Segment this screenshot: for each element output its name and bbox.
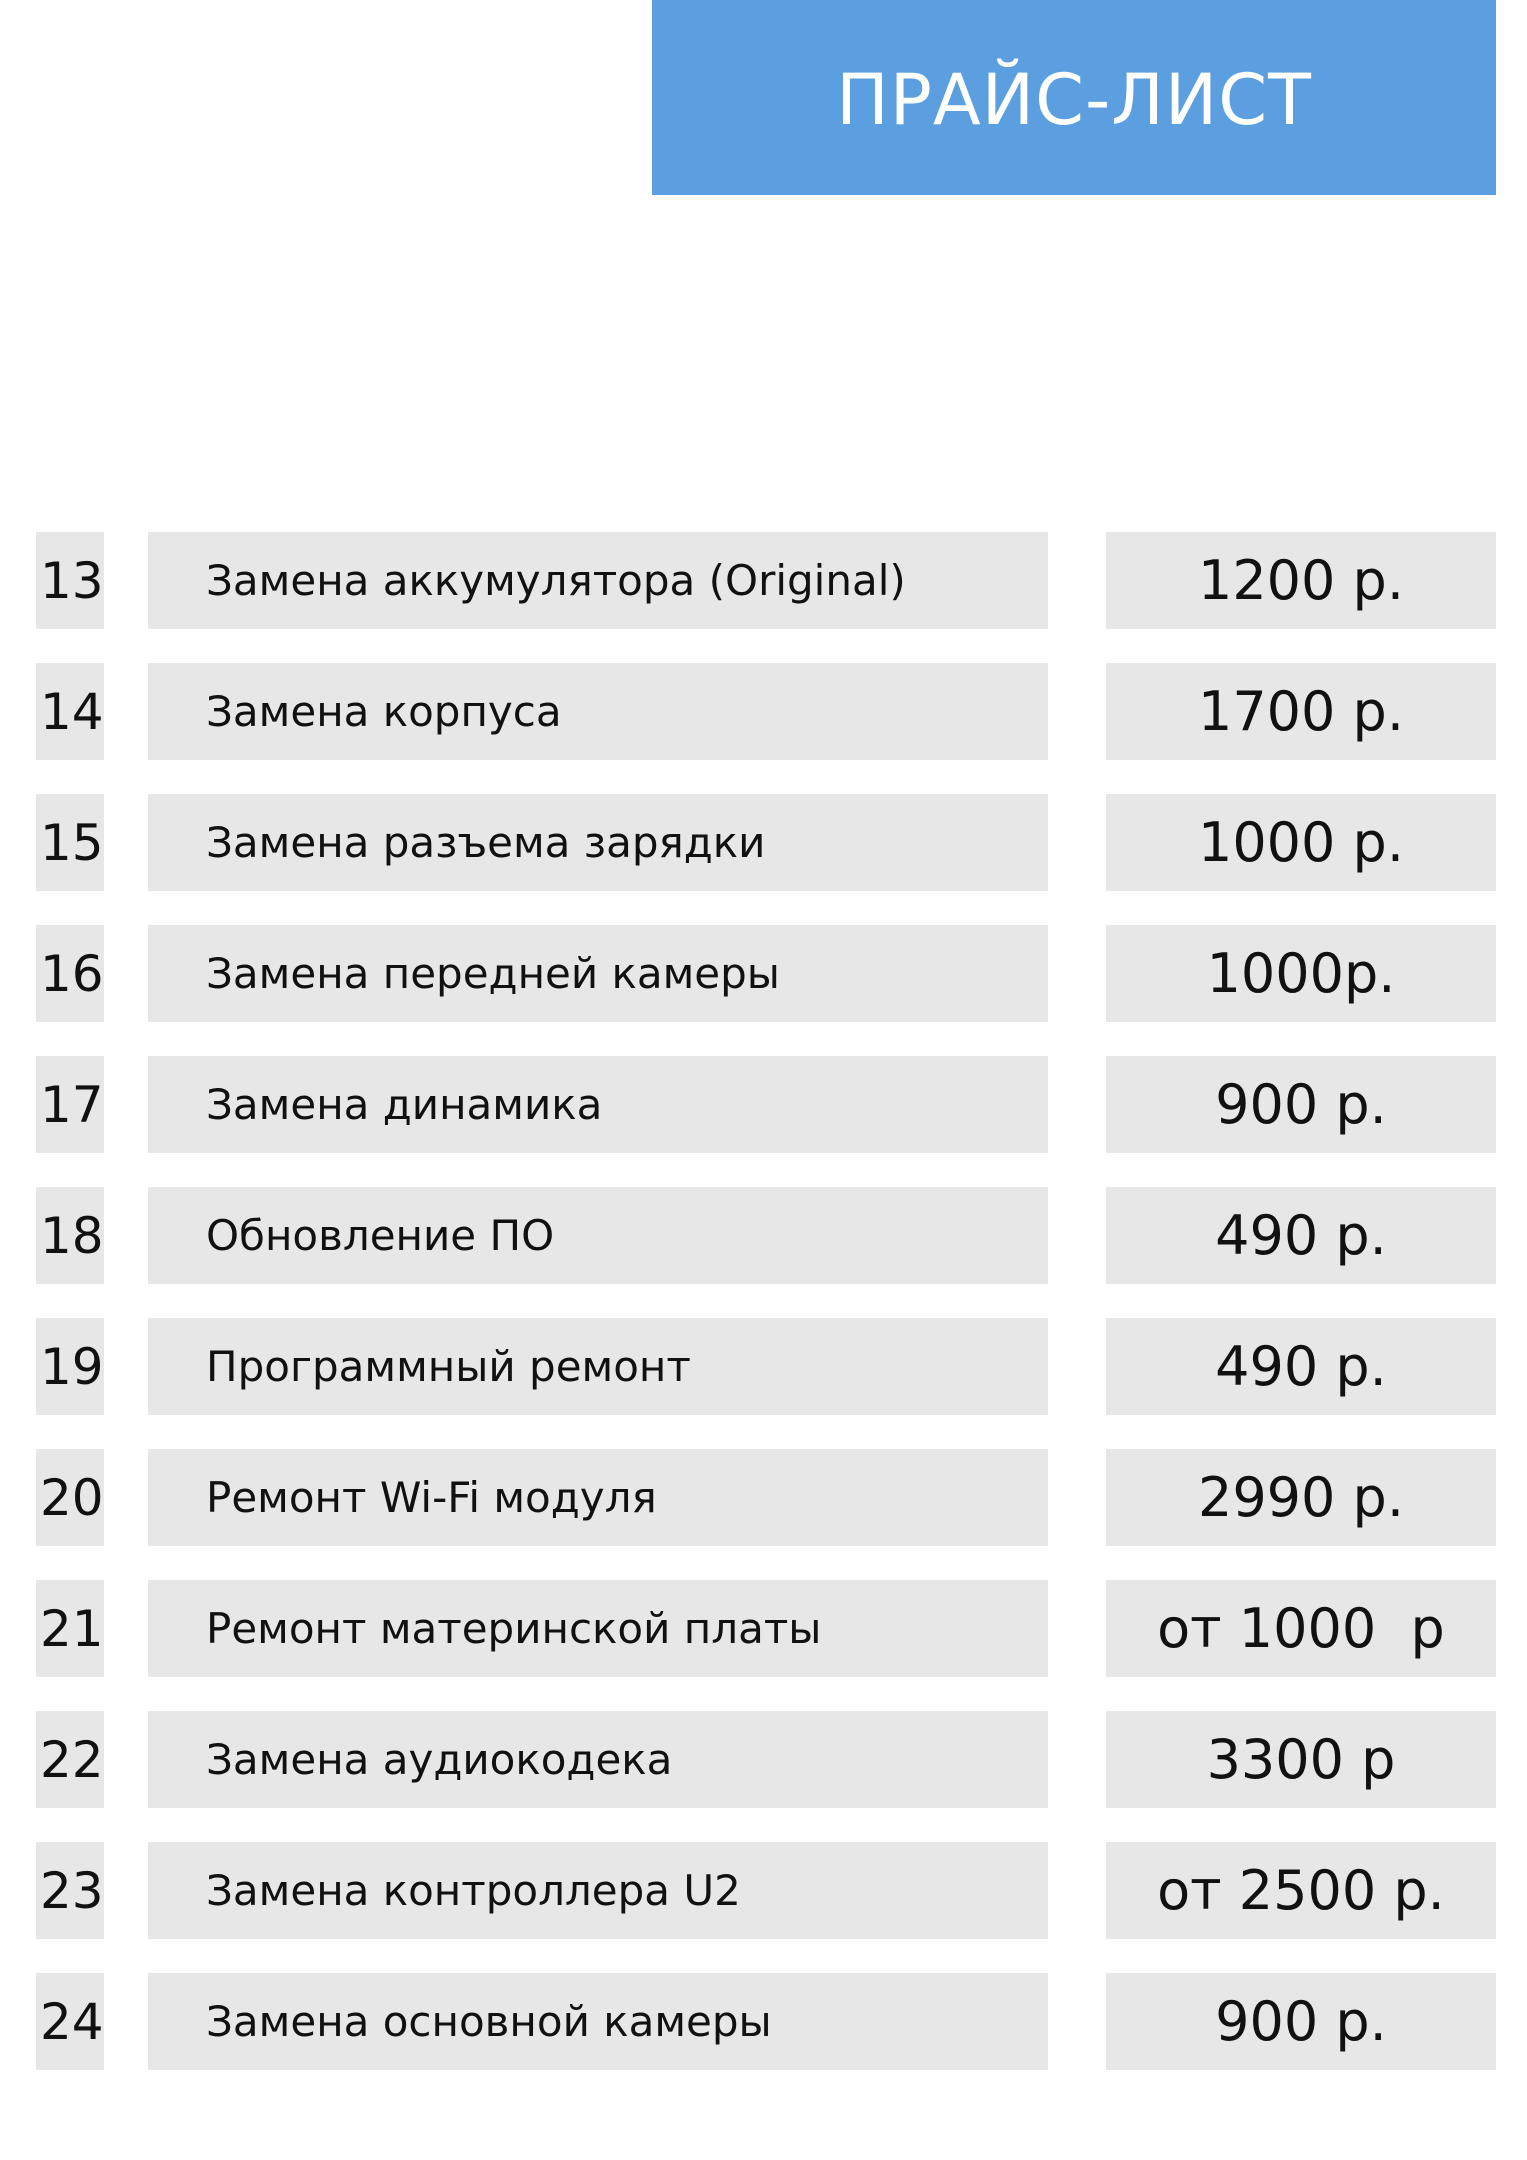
service-name: Замена аккумулятора (Original)	[148, 532, 1048, 629]
row-number: 23	[36, 1842, 104, 1939]
price-row	[0, 1842, 1527, 1939]
price-row	[0, 794, 1527, 891]
price-list	[0, 532, 1527, 2104]
service-name: Замена аудиокодека	[148, 1711, 1048, 1808]
price-row	[0, 1449, 1527, 1546]
price-row	[0, 1580, 1527, 1677]
service-price: 2990 р.	[1106, 1449, 1496, 1546]
price-row	[0, 1973, 1527, 2070]
row-number: 14	[36, 663, 104, 760]
service-name: Замена контроллера U2	[148, 1842, 1048, 1939]
price-row	[0, 1056, 1527, 1153]
price-row	[0, 532, 1527, 629]
service-price: 490 р.	[1106, 1318, 1496, 1415]
service-name: Замена разъема зарядки	[148, 794, 1048, 891]
row-number: 20	[36, 1449, 104, 1546]
service-price: 900 р.	[1106, 1973, 1496, 2070]
service-name: Обновление ПО	[148, 1187, 1048, 1284]
service-price: 1000 р.	[1106, 794, 1496, 891]
service-name: Ремонт материнской платы	[148, 1580, 1048, 1677]
service-price: 900 р.	[1106, 1056, 1496, 1153]
service-price: 1700 р.	[1106, 663, 1496, 760]
row-number: 13	[36, 532, 104, 629]
price-row	[0, 663, 1527, 760]
service-name: Программный ремонт	[148, 1318, 1048, 1415]
service-name: Замена динамика	[148, 1056, 1048, 1153]
price-row	[0, 1318, 1527, 1415]
row-number: 15	[36, 794, 104, 891]
service-price: 3300 р	[1106, 1711, 1496, 1808]
price-row	[0, 1711, 1527, 1808]
price-row	[0, 1187, 1527, 1284]
row-number: 17	[36, 1056, 104, 1153]
page-title: ПРАЙС-ЛИСТ	[836, 58, 1312, 141]
service-name: Замена корпуса	[148, 663, 1048, 760]
row-number: 16	[36, 925, 104, 1022]
service-price: 490 р.	[1106, 1187, 1496, 1284]
price-row	[0, 925, 1527, 1022]
row-number: 22	[36, 1711, 104, 1808]
service-name: Замена передней камеры	[148, 925, 1048, 1022]
service-name: Замена основной камеры	[148, 1973, 1048, 2070]
service-price: от 1000 р	[1106, 1580, 1496, 1677]
service-name: Ремонт Wi-Fi модуля	[148, 1449, 1048, 1546]
row-number: 21	[36, 1580, 104, 1677]
row-number: 24	[36, 1973, 104, 2070]
service-price: от 2500 р.	[1106, 1842, 1496, 1939]
header-banner	[652, 0, 1496, 195]
row-number: 18	[36, 1187, 104, 1284]
service-price: 1000р.	[1106, 925, 1496, 1022]
row-number: 19	[36, 1318, 104, 1415]
service-price: 1200 р.	[1106, 532, 1496, 629]
